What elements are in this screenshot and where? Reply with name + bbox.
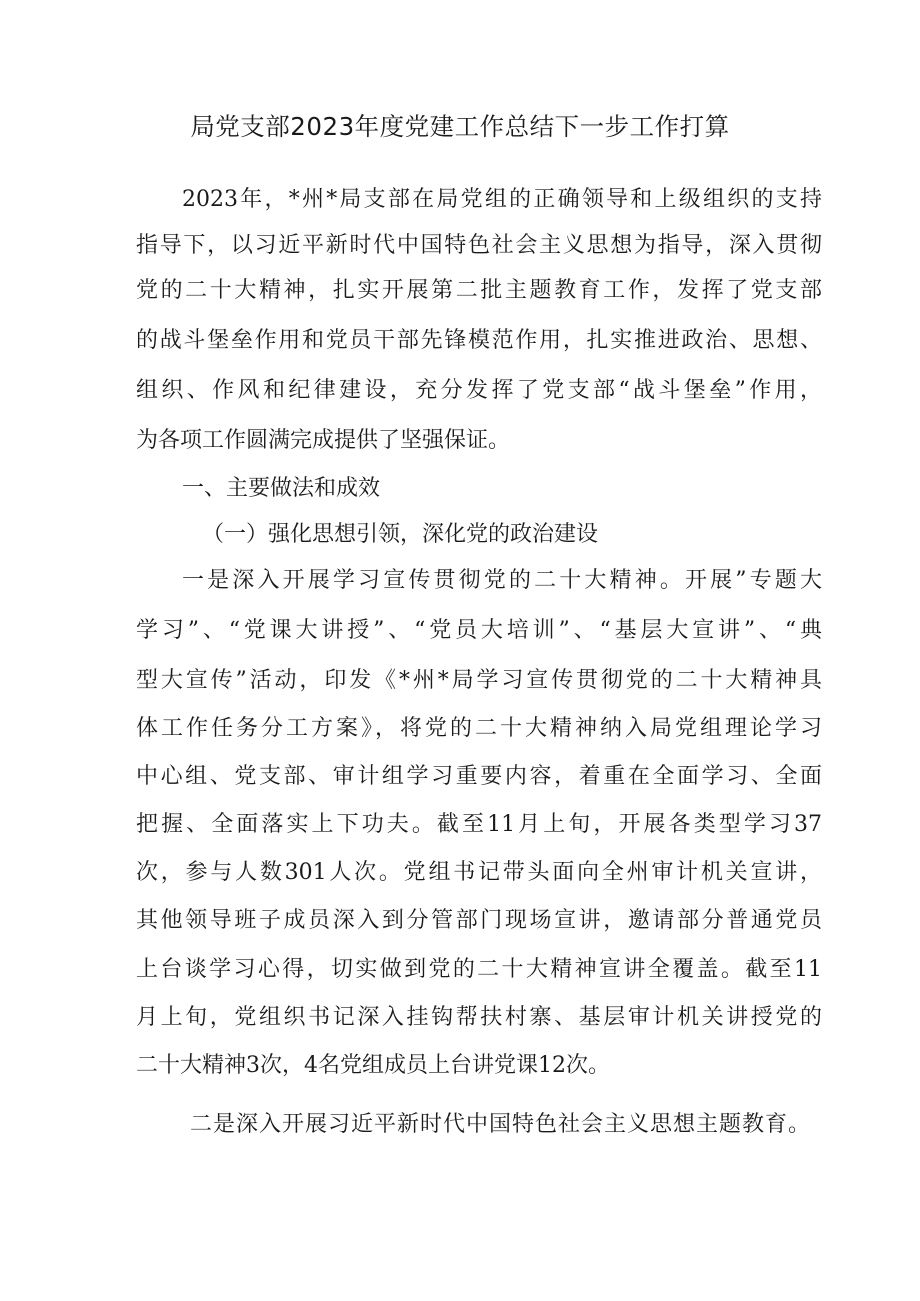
paragraph-line: 月上旬，党组织书记深入挂钩帮扶村寨、基层审计机关讲授党的 <box>136 1005 822 1030</box>
paragraph-line: 二十大精神3次，4名党组成员上台讲党课12次。 <box>136 1053 610 1078</box>
paragraph-line: 2023年，*州*局支部在局党组的正确领导和上级组织的支持 <box>182 187 822 212</box>
paragraph-line: 为各项工作圆满完成提供了坚强保证。 <box>136 428 511 453</box>
paragraph-line: 党的二十大精神，扎实开展第二批主题教育工作，发挥了党支部 <box>136 278 822 303</box>
paragraph-line: 二是深入开展习近平新时代中国特色社会主义思想主题教育。 <box>190 1112 810 1137</box>
paragraph-line: 指导下，以习近平新时代中国特色社会主义思想为指导，深入贯彻 <box>136 233 822 258</box>
paragraph-line: 型大宣传”活动，印发《*州*局学习宣传贯彻党的二十大精神具 <box>136 668 822 693</box>
paragraph-line: 把握、全面落实上下功夫。截至11月上旬，开展各类型学习37 <box>136 812 822 837</box>
paragraph-line: 中心组、党支部、审计组学习重要内容，着重在全面学习、全面 <box>136 764 822 789</box>
subsection-heading: （一）强化思想引领，深化党的政治建设 <box>202 522 599 547</box>
paragraph-line: 次，参与人数301人次。党组书记带头面向全州审计机关宣讲， <box>136 860 822 885</box>
document-title: 局党支部2023年度党建工作总结下一步工作打算 <box>190 112 730 141</box>
paragraph-line: 其他领导班子成员深入到分管部门现场宣讲，邀请部分普通党员 <box>136 908 822 933</box>
paragraph-line: 上台谈学习心得，切实做到党的二十大精神宣讲全覆盖。截至11 <box>136 957 822 982</box>
paragraph-line: 体工作任务分工方案》，将党的二十大精神纳入局党组理论学习 <box>136 716 822 741</box>
paragraph-line: 学习”、“党课大讲授”、“党员大培训”、“基层大宣讲”、“典 <box>136 618 822 643</box>
paragraph-line: 的战斗堡垒作用和党员干部先锋模范作用，扎实推进政治、思想、 <box>136 328 822 353</box>
paragraph-line: 组织、作风和纪律建设，充分发挥了党支部“战斗堡垒”作用， <box>136 378 822 403</box>
paragraph-line: 一是深入开展学习宣传贯彻党的二十大精神。开展”专题大 <box>182 568 822 593</box>
section-heading: 一、主要做法和成效 <box>182 476 381 501</box>
